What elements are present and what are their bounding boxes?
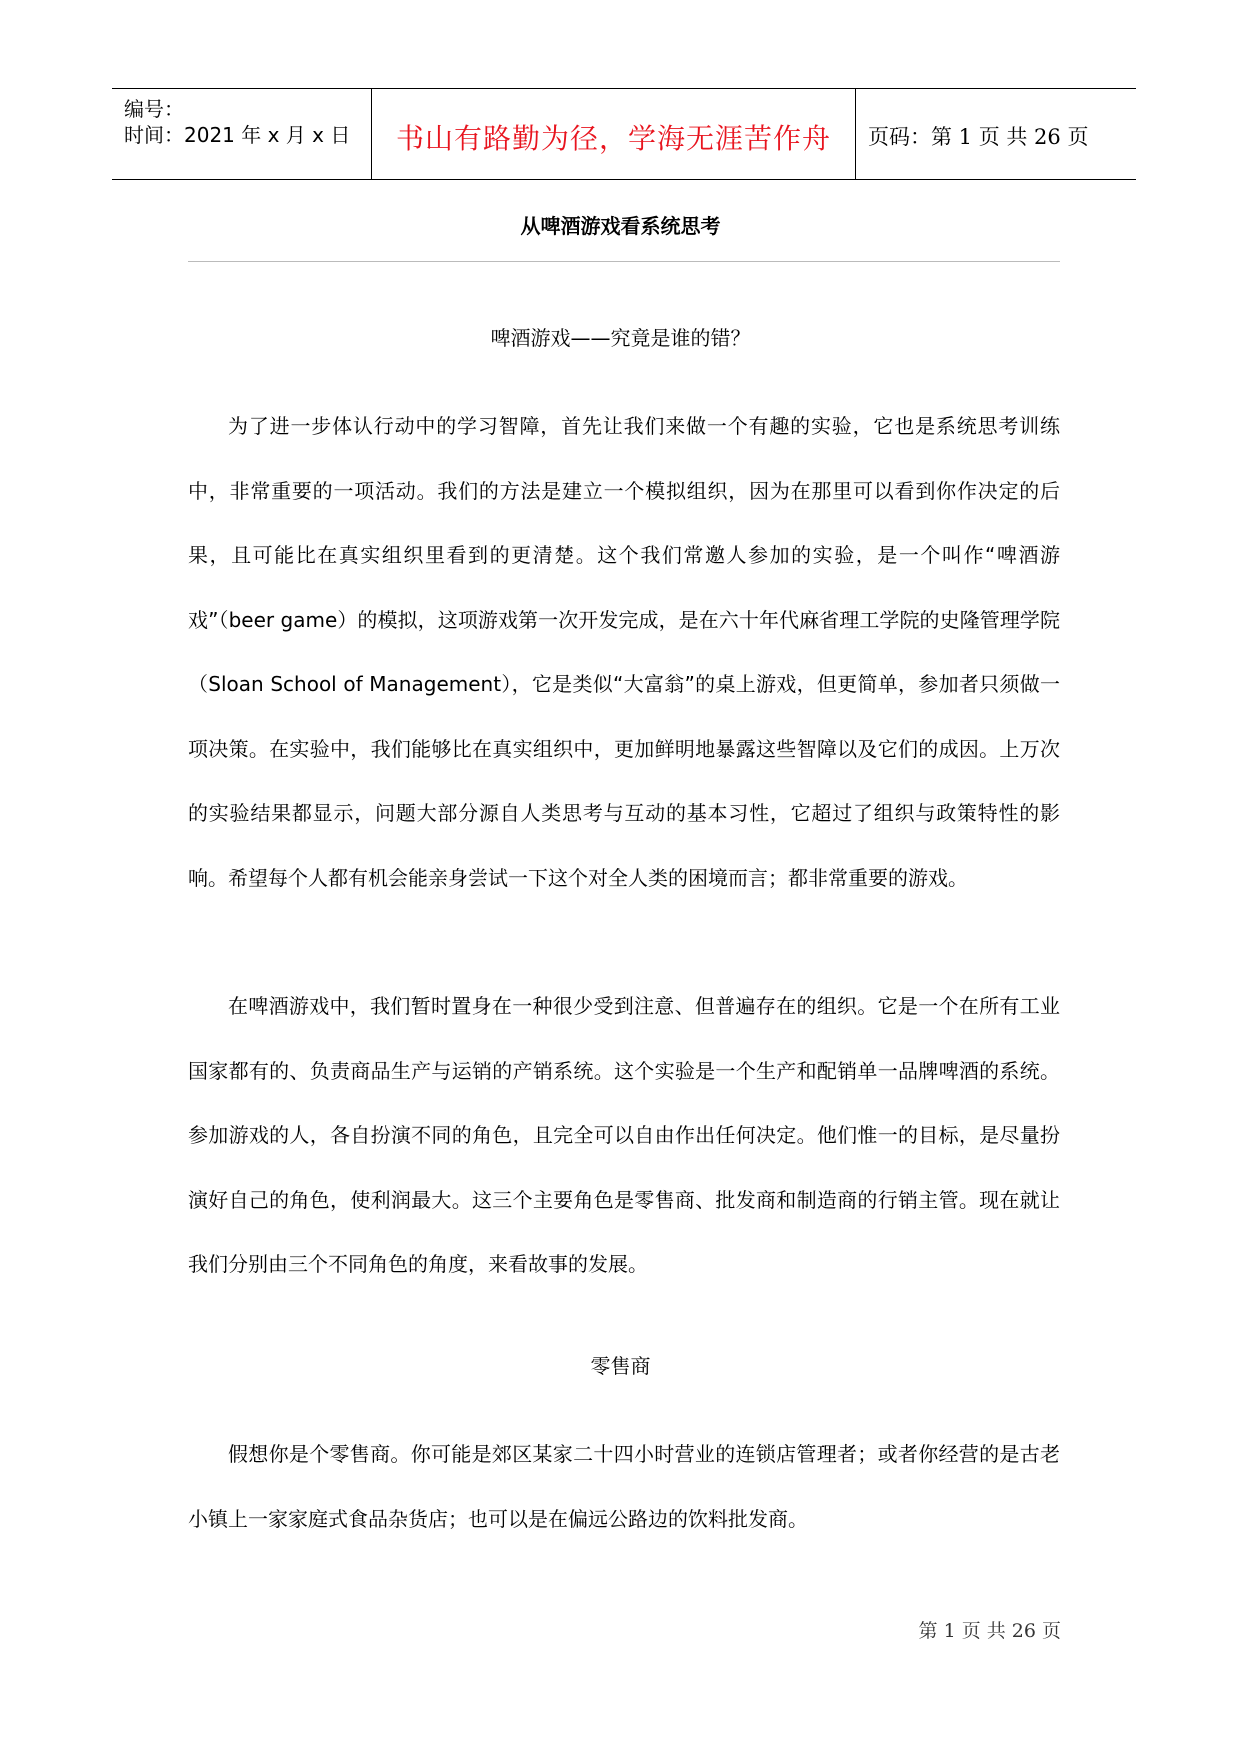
header-page-info: 页码：第 1 页 共 26 页 [868,125,1089,149]
title-divider [188,261,1060,262]
document-title: 从啤酒游戏看系统思考 [520,214,721,238]
header-motto: 书山有路勤为径，学海无涯苦作舟 [395,122,831,155]
body-paragraph: 为了进一步体认行动中的学习智障，首先让我们来做一个有趣的实验，它也是系统思考训练中，非常重要的一项活动。我们的方法是建立一个模拟组织，因为在那里可以看到你作决定的后果，且可能比在真实组织里看到的更清楚。这个我们常邀人参加的实验，是一个叫作“啤酒游戏”（beer game）的模拟，这项游戏第一次开发完成，是在六十年代麻省理工学院的史隆管理学院（Sloan School of Management），它是类似“大富翁”的桌上游戏，但更简单，参加者只须做一项决策。在实验中，我们能够比在真实组织中，更加鲜明地暴露这些智障以及它们的成因。上万次的实验结果都显示，问题大部分源自人类思考与互动的基本习性，它超过了组织与政策特性的影响。希望每个人都有机会能亲身尝试一下这个对全人类的困境而言；都非常重要的游戏。 [188,414,1060,890]
section-heading-retailer: 零售商 [590,1354,651,1378]
document-number-label: 编号： [124,97,184,121]
header-middle-cell [372,89,856,179]
document-time-label: 时间：2021 年 x 月 x 日 [124,123,351,147]
body-paragraph: 在啤酒游戏中，我们暂时置身在一种很少受到注意、但普遍存在的组织。它是一个在所有工业国家都有的、负责商品生产与运销的产销系统。这个实验是一个生产和配销单一品牌啤酒的系统。参加游戏的人，各自扮演不同的角色，且完全可以自由作出任何决定。他们惟一的目标，是尽量扮演好自己的角色，使利润最大。这三个主要角色是零售商、批发商和制造商的行销主管。现在就让我们分别由三个不同角色的角度，来看故事的发展。 [188,994,1060,1276]
section-heading-beer-game: 啤酒游戏——究竟是谁的错？ [490,326,751,350]
page-footer: 第 1 页 共 26 页 [918,1620,1061,1642]
header-right-cell [856,89,1136,179]
header-left-cell [112,89,372,179]
body-paragraph: 假想你是个零售商。你可能是郊区某家二十四小时营业的连锁店管理者；或者你经营的是古老小镇上一家家庭式食品杂货店；也可以是在偏远公路边的饮料批发商。 [188,1442,1060,1531]
header-table [112,88,1136,180]
